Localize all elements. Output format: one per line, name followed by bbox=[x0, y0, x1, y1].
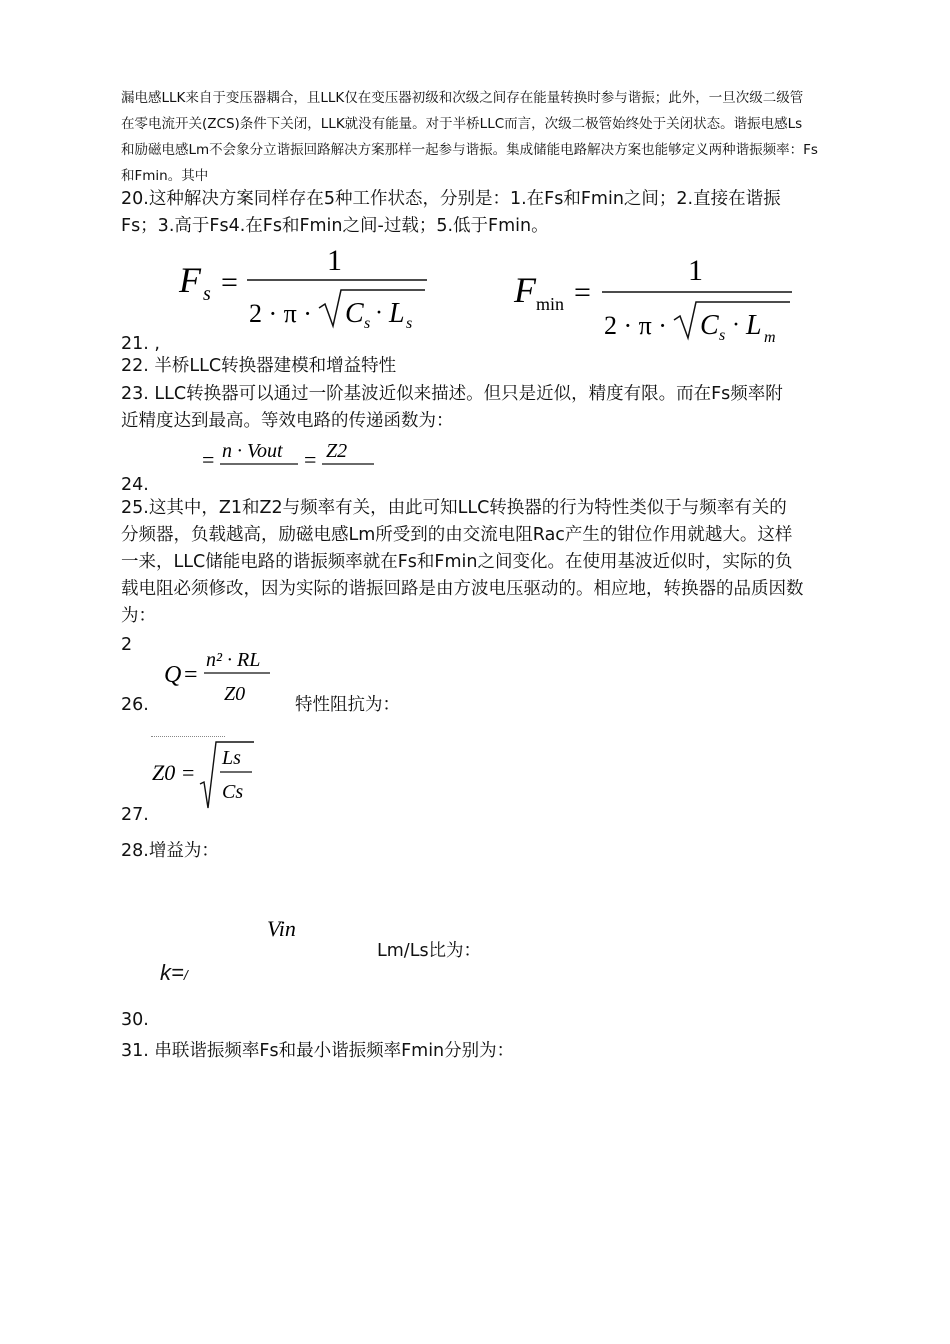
item-23-line-2: 近精度达到最高。等效电路的传递函数为： bbox=[121, 411, 454, 431]
svg-text:·: · bbox=[375, 300, 383, 326]
item-26-number: 26. bbox=[121, 695, 149, 715]
svg-text:=: = bbox=[221, 266, 238, 299]
vin-fragment bbox=[265, 912, 309, 948]
k-label: k= bbox=[160, 960, 184, 985]
item-21: 21. , bbox=[121, 334, 160, 354]
item-20-line-2: Fs；3.高于Fs4.在Fs和Fmin之间-过载；5.低于Fmin。 bbox=[121, 216, 549, 236]
vin-text: Vin bbox=[267, 916, 296, 941]
item-31: 31. 串联谐振频率Fs和最小谐振频率Fmin分别为： bbox=[121, 1041, 515, 1061]
item-25-line-4: 载电阻必须修改，因为实际的谐振回路是由方波电压驱动的。相应地，转换器的品质因数 bbox=[121, 579, 804, 599]
svg-text:=: = bbox=[184, 662, 198, 688]
cropped-fragment: 2 bbox=[121, 635, 133, 655]
svg-text:·: · bbox=[732, 312, 740, 338]
q-lhs: Q bbox=[164, 662, 182, 688]
svg-text:2 · π ·: 2 · π · bbox=[604, 311, 667, 340]
item-30: 30. bbox=[121, 1010, 149, 1030]
dotted-separator bbox=[151, 736, 225, 737]
item-22: 22. 半桥LLC转换器建模和增益特性 bbox=[121, 356, 397, 376]
q-numerator: n² · RL bbox=[206, 649, 261, 671]
z0-denominator: Cs bbox=[222, 781, 244, 803]
item-25-line-1: 25.这其中，Z1和Z2与频率有关，由此可知LLC转换器的行为特性类似于与频率有关的 bbox=[121, 498, 787, 518]
intro-line-3: 和励磁电感Lm不会象分立谐振回路解决方案那样一起参与谐振。集成储能电路解决方案也能够定义两种谐振频率：Fs bbox=[121, 142, 818, 158]
svg-text:s: s bbox=[406, 315, 413, 332]
z0-numerator: Ls bbox=[222, 747, 241, 769]
svg-text:=: = bbox=[202, 447, 215, 472]
transfer-function-formula bbox=[198, 437, 388, 472]
svg-text:=: = bbox=[574, 276, 591, 309]
fmin-lhs: F bbox=[514, 270, 536, 310]
k-ratio: k=/ bbox=[160, 960, 188, 985]
item-26-tail: 特性阻抗为： bbox=[295, 695, 400, 715]
svg-text:=: = bbox=[304, 447, 317, 472]
q-formula bbox=[160, 642, 280, 708]
fs-subscript: s bbox=[203, 283, 211, 305]
fmin-numerator: 1 bbox=[688, 254, 703, 287]
fs-lhs: F bbox=[179, 260, 201, 300]
fmin-subscript: min bbox=[536, 294, 565, 314]
item-23-line-1: 23. LLC转换器可以通过一阶基波近似来描述。但只是近似，精度有限。而在Fs频率附 bbox=[121, 384, 783, 404]
intro-line-2: 在零电流开关(ZCS)条件下关闭，LLK就没有能量。对于半桥LLC而言，次级二极管始终处于关闭状态。谐振电感Ls bbox=[121, 116, 803, 132]
intro-line-1: 漏电感LLK来自于变压器耦合，且LLK仅在变压器初级和次级之间存在能量转换时参与谐振；此外，一旦次级二级管 bbox=[121, 90, 804, 106]
intro-line-4: 和Fmin。其中 bbox=[121, 168, 209, 184]
svg-text:=: = bbox=[182, 760, 195, 785]
tf-numerator-2: Z2 bbox=[326, 440, 348, 462]
svg-text:2 · π ·: 2 · π · bbox=[249, 299, 312, 328]
fmin-formula bbox=[510, 250, 800, 350]
item-27: 27. bbox=[121, 805, 149, 825]
tf-numerator: n · Vout bbox=[222, 440, 283, 462]
q-denominator: Z0 bbox=[224, 683, 246, 705]
svg-text:s: s bbox=[719, 327, 726, 344]
svg-text:m: m bbox=[764, 329, 776, 346]
svg-text:L: L bbox=[746, 310, 762, 341]
item-25-line-5: 为： bbox=[121, 606, 156, 626]
svg-text:C: C bbox=[700, 310, 719, 341]
z0-lhs: Z0 bbox=[152, 760, 176, 785]
svg-text:s: s bbox=[364, 315, 371, 332]
fs-formula bbox=[175, 240, 435, 335]
item-24: 24. bbox=[121, 475, 149, 495]
svg-text:L: L bbox=[389, 298, 405, 329]
item-20-line-1: 20.这种解决方案同样存在5种工作状态，分别是：1.在Fs和Fmin之间；2.直接在谐振 bbox=[121, 189, 781, 209]
item-25-line-3: 一来，LLC储能电路的谐振频率就在Fs和Fmin之间变化。在使用基波近似时，实际的负 bbox=[121, 552, 793, 572]
item-25-line-2: 分频器，负载越高，励磁电感Lm所受到的由交流电阻Rac产生的钳位作用就越大。这样 bbox=[121, 525, 793, 545]
item-28: 28.增益为： bbox=[121, 841, 219, 861]
svg-text:C: C bbox=[345, 298, 364, 329]
item-29-tail: Lm/Ls比为： bbox=[377, 941, 482, 961]
fs-numerator: 1 bbox=[327, 244, 342, 277]
z0-formula bbox=[150, 738, 260, 810]
